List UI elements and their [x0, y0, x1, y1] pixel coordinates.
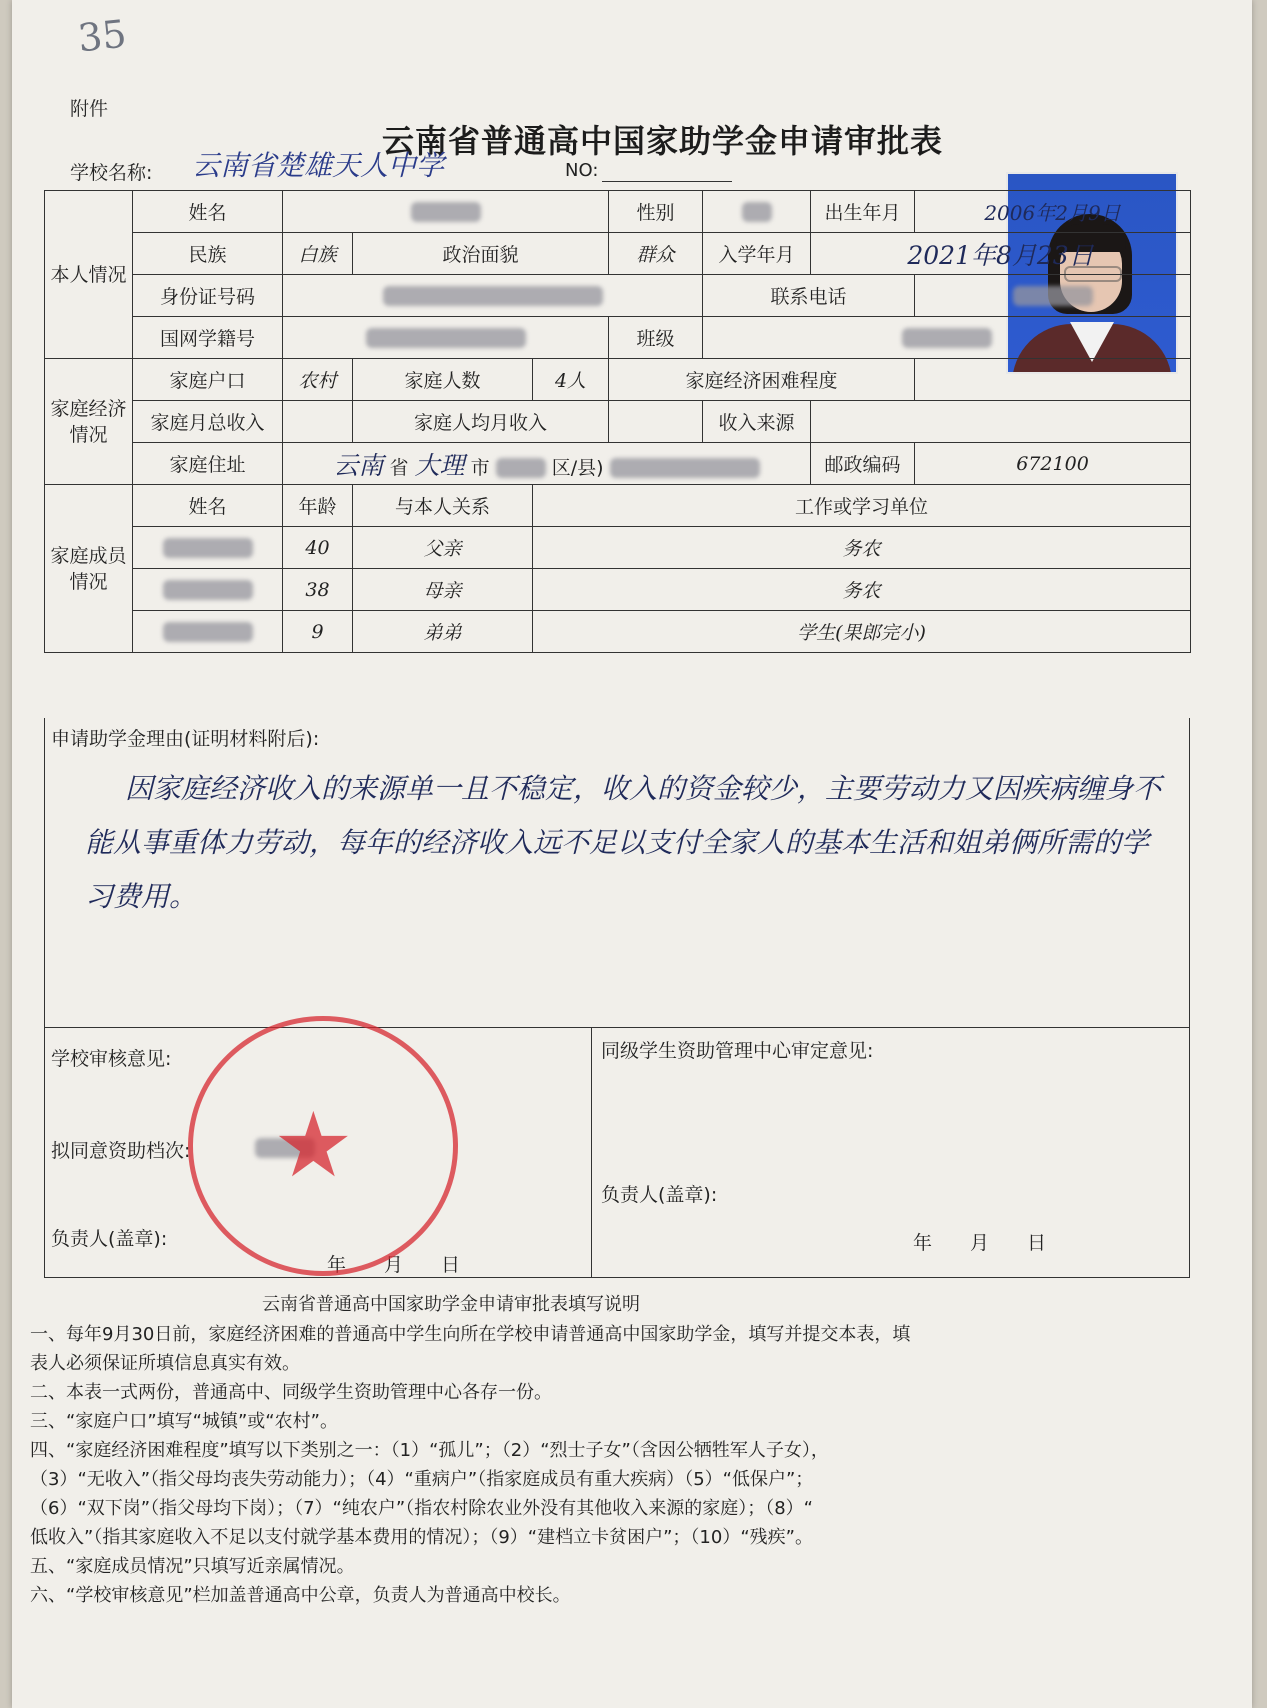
member-work: 务农: [533, 527, 1191, 569]
school-seal: ★: [188, 1016, 458, 1276]
instruction-line: 三、“家庭户口”填写“城镇”或“农村”。: [30, 1411, 338, 1432]
member-relation: 父亲: [353, 527, 533, 569]
class-label: 班级: [609, 317, 703, 359]
ethnicity-label: 民族: [133, 233, 283, 275]
monthly-income-value: [283, 401, 353, 443]
reason-text: 因家庭经济收入的来源单一且不稳定，收入的资金较少，主要劳动力又因疾病缠身不能从事重体力劳动，每年的经济收入远不足以支付全家人的基本生活和姐弟俩所需的学习费用。: [85, 772, 1162, 913]
member-row: [45, 527, 1191, 569]
member-header-age: 年龄: [283, 485, 353, 527]
members-label: 家庭人数: [353, 359, 533, 401]
addr-province: 云南: [333, 450, 384, 480]
name-value: [283, 191, 609, 233]
application-table: [44, 190, 1191, 653]
center-opinion-label: 同级学生资助管理中心审定意见:: [601, 1040, 874, 1062]
corner-number: 35: [75, 11, 129, 61]
instruction-line: 六、“学校审核意见”栏加盖普通高中公章，负责人为普通高中校长。: [30, 1585, 571, 1606]
instruction-line: 低收入”（指其家庭收入不足以支付就学基本费用的情况）；（9）“建档立卡贫困户”；（10）“残疾”。: [30, 1527, 813, 1548]
gender-label: 性别: [609, 191, 703, 233]
member-age: 38: [283, 569, 353, 611]
instruction-line: （3）“无收入”（指父母均丧失劳动能力）；（4）“重病户”（指家庭成员有重大疾病）（5）“低保户”；: [30, 1469, 814, 1490]
birth-value: 2006年2月9日: [984, 201, 1121, 225]
member-work: 学生(果郎完小): [533, 611, 1191, 653]
id-label: 身份证号码: [133, 275, 283, 317]
member-relation: 母亲: [353, 569, 533, 611]
instruction-line: 四、“家庭经济困难程度”填写以下类别之一：（1）“孤儿”；（2）“烈士子女”（含因公牺牲军人子女），: [30, 1440, 829, 1461]
political-value: 群众: [609, 233, 703, 275]
enroll-value: 2021年8月23日: [907, 240, 1094, 270]
class-value: [703, 317, 1191, 359]
difficulty-label: 家庭经济困难程度: [609, 359, 915, 401]
instructions-list: [30, 1320, 1230, 1610]
member-header-name: 姓名: [133, 485, 283, 527]
member-row: [45, 569, 1191, 611]
political-label: 政治面貌: [353, 233, 609, 275]
no-label: NO:: [565, 160, 599, 181]
instruction-line: 一、每年9月30日前，家庭经济困难的普通高中学生向所在学校申请普通高中国家助学金，填写并提交本表，填: [30, 1324, 911, 1345]
school-name-label: 学校名称:: [70, 162, 153, 184]
form-title: 云南省普通高中国家助学金申请审批表: [382, 122, 944, 160]
school-date: 年 月 日: [327, 1254, 461, 1276]
center-responsible-label: 负责人(盖章):: [601, 1184, 718, 1206]
review-divider: [591, 1028, 592, 1278]
addr-province-suffix: 省: [389, 456, 409, 479]
income-source-value: [811, 401, 1191, 443]
per-capita-value: [609, 401, 703, 443]
instructions-title: 云南省普通高中国家助学金申请审批表填写说明: [262, 1294, 640, 1315]
annex-label: 附件: [70, 98, 109, 120]
member-header-relation: 与本人关系: [353, 485, 533, 527]
gender-value: [703, 191, 811, 233]
family-econ-section: 家庭经济情况: [45, 359, 133, 485]
phone-value: [915, 275, 1191, 317]
address-label: 家庭住址: [133, 443, 283, 485]
center-date: 年 月 日: [913, 1232, 1047, 1254]
address-value: [283, 443, 811, 485]
member-age: 40: [283, 527, 353, 569]
instruction-line: 五、“家庭成员情况”只填写近亲属情况。: [30, 1556, 355, 1577]
per-capita-label: 家庭人均月收入: [353, 401, 609, 443]
member-age: 9: [283, 611, 353, 653]
members-section: 家庭成员情况: [45, 485, 133, 653]
personal-section: 本人情况: [45, 191, 133, 359]
addr-city: 大理: [414, 450, 465, 480]
instruction-line: 表人必须保证所填信息真实有效。: [30, 1353, 300, 1374]
postcode-label: 邮政编码: [811, 443, 915, 485]
level-label: 拟同意资助档次:: [51, 1140, 191, 1162]
form-paper: [12, 0, 1252, 1708]
school-responsible-label: 负责人(盖章):: [51, 1228, 168, 1250]
members-value: 4人: [533, 359, 609, 401]
hukou-label: 家庭户口: [133, 359, 283, 401]
enroll-label: 入学年月: [703, 233, 811, 275]
student-no-value: [283, 317, 609, 359]
addr-city-suffix: 市: [470, 456, 490, 479]
school-opinion-label: 学校审核意见:: [51, 1048, 172, 1070]
reason-label: 申请助学金理由(证明材料附后):: [51, 728, 320, 750]
member-work: 务农: [533, 569, 1191, 611]
ethnicity-value: 白族: [283, 233, 353, 275]
difficulty-value: [915, 359, 1191, 401]
phone-label: 联系电话: [703, 275, 915, 317]
reason-section: [44, 718, 1190, 1028]
postcode-value: 672100: [915, 443, 1191, 485]
student-no-label: 国网学籍号: [133, 317, 283, 359]
birth-label: 出生年月: [811, 191, 915, 233]
member-header-work: 工作或学习单位: [533, 485, 1191, 527]
addr-district-suffix: 区/县): [551, 456, 604, 479]
income-source-label: 收入来源: [703, 401, 811, 443]
monthly-income-label: 家庭月总收入: [133, 401, 283, 443]
member-row: [45, 611, 1191, 653]
hukou-value: 农村: [283, 359, 353, 401]
member-relation: 弟弟: [353, 611, 533, 653]
id-value: [283, 275, 703, 317]
name-label: 姓名: [133, 191, 283, 233]
instruction-line: （6）“双下岗”（指父母均下岗）；（7）“纯农户”（指农村除农业外没有其他收入来源的家庭）；（8）“: [30, 1498, 813, 1519]
no-line: [602, 181, 732, 182]
instruction-line: 二、本表一式两份，普通高中、同级学生资助管理中心各存一份。: [30, 1382, 552, 1403]
school-name-value: 云南省楚雄天人中学: [192, 149, 445, 182]
